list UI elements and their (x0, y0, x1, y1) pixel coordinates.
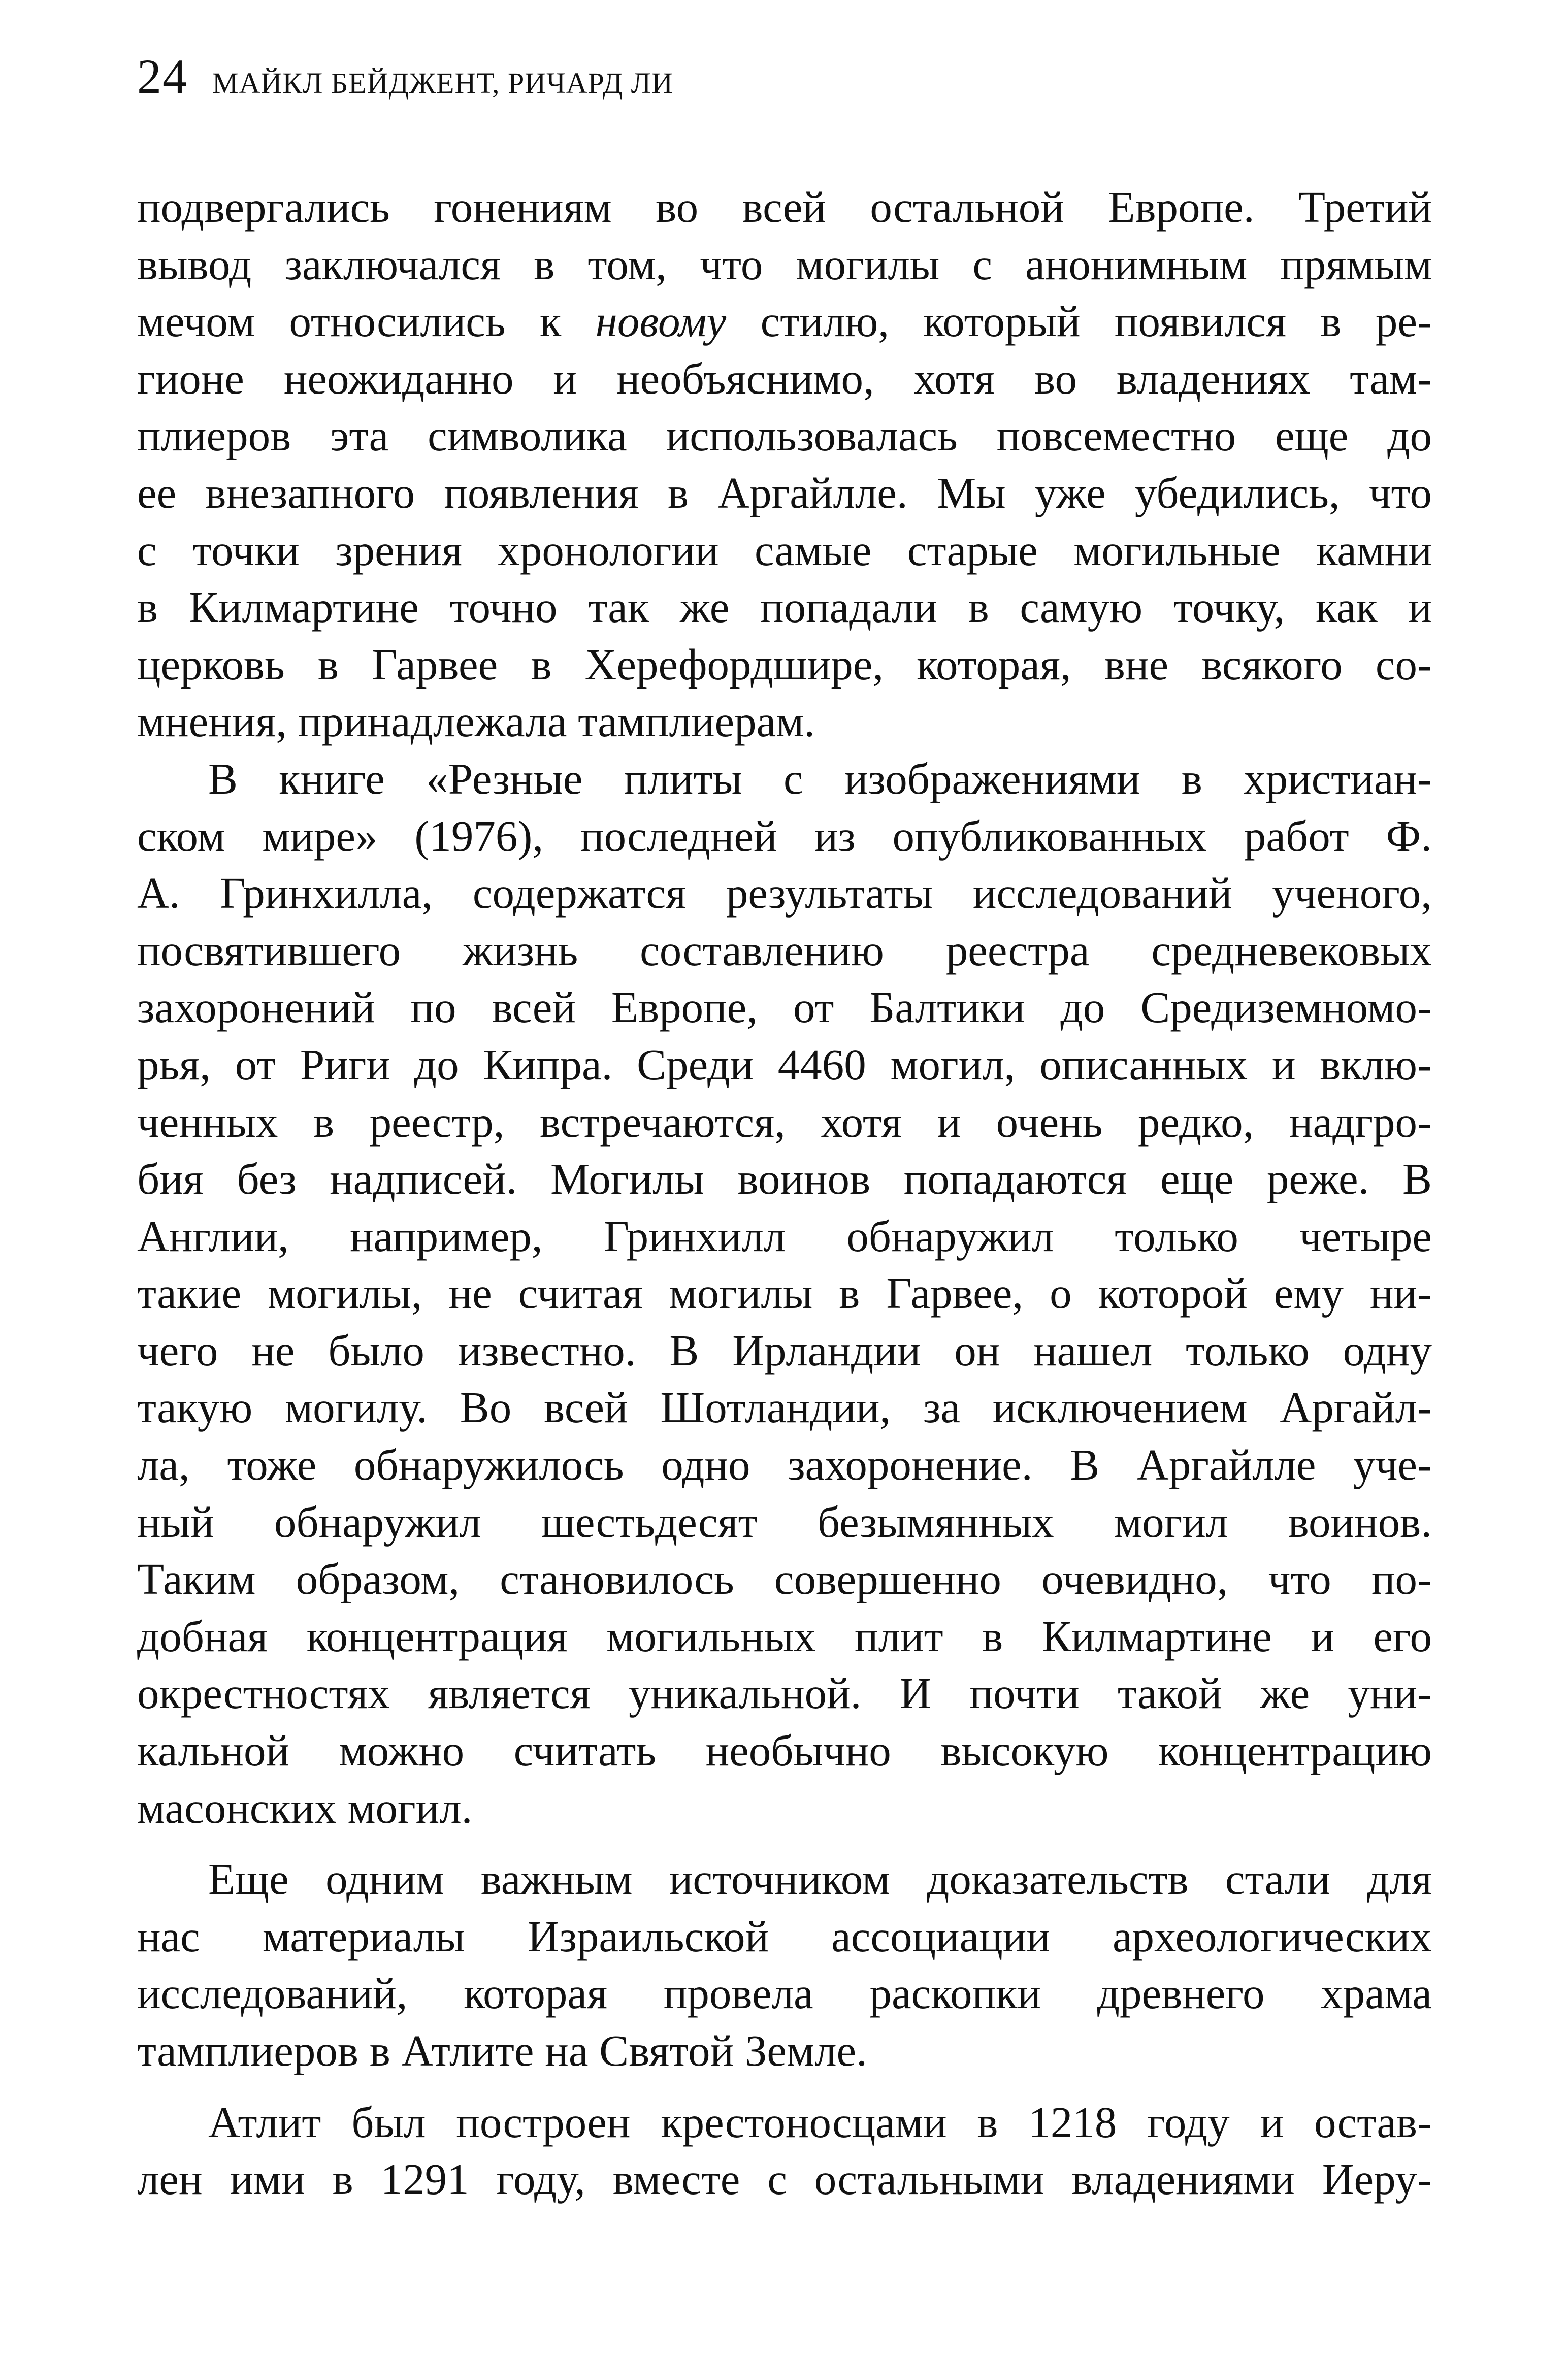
body-text (137, 179, 1432, 2208)
text-run: мечом относились к (137, 297, 596, 346)
text-line: исследований, которая провела раскопки древнего храма (137, 1969, 1432, 2018)
text-line: Еще одним важным источником доказательств стали для (208, 1854, 1432, 1904)
text-line: ском мире» (1976), последней из опубликованных работ Ф. (137, 811, 1432, 861)
text-line: ченных в реестр, встречаются, хотя и очень редко, надгро- (137, 1097, 1432, 1147)
running-title: МАЙКЛ БЕЙДЖЕНТ, РИЧАРД ЛИ (212, 67, 673, 100)
text-line: гионе неожиданно и необъяснимо, хотя во владениях там- (137, 353, 1432, 403)
text-line: ный обнаружил шестьдесят безымянных могил воинов. (137, 1497, 1432, 1547)
text-line: захоронений по всей Европе, от Балтики до Средиземномо- (137, 982, 1432, 1032)
running-head (137, 48, 673, 109)
text-line: кальной можно считать необычно высокую концентрацию (137, 1726, 1432, 1776)
paragraph (137, 1851, 1432, 2079)
text-line: бия без надписей. Могилы воинов попадаются еще реже. В (137, 1154, 1432, 1204)
paragraph-gap (137, 1837, 1432, 1851)
page-number: 24 (137, 49, 188, 104)
text-line: масонских могил. (137, 1783, 473, 1832)
text-line: вывод заключался в том, что могилы с анонимным прямым (137, 239, 1432, 289)
text-line: ее внезапного появления в Аргайлле. Мы уже убедились, что (137, 468, 1432, 517)
text-line: мнения, принадлежала тамплиерам. (137, 697, 815, 746)
text-line: В книге «Резные плиты с изображениями в христиан- (208, 754, 1432, 803)
text-line: добная концентрация могильных плит в Килмартине и его (137, 1611, 1432, 1661)
text-line: чего не было известно. В Ирландии он нашел только одну (137, 1325, 1432, 1375)
text-line: А. Гринхилла, содержатся результаты исследований ученого, (137, 868, 1432, 918)
text-line: церковь в Гарвее в Херефордшире, которая, вне всякого со- (137, 639, 1432, 689)
paragraph-gap (137, 2080, 1432, 2094)
text-line: подвергались гонениям во всей остальной Европе. Третий (137, 182, 1432, 232)
text-line: Таким образом, становилось совершенно очевидно, что по- (137, 1554, 1432, 1604)
text-line: окрестностях является уникальной. И почти такой же уни- (137, 1668, 1432, 1718)
text-line: лен ими в 1291 году, вместе с остальными владениями Иеру- (137, 2154, 1432, 2204)
text-line: рья, от Риги до Кипра. Среди 4460 могил, описанных и вклю- (137, 1039, 1432, 1089)
paragraph (137, 750, 1432, 1837)
text-line: с точки зрения хронологии самые старые могильные камни (137, 525, 1432, 575)
emphasis: новому (595, 297, 727, 346)
text-run: стилю, который появился в ре- (726, 297, 1432, 346)
text-line: тамплиеров в Атлите на Святой Земле. (137, 2026, 867, 2075)
text-line: в Килмартине точно так же попадали в самую точку, как и (137, 582, 1432, 632)
paragraph (137, 179, 1432, 750)
text-line: нас материалы Израильской ассоциации археологических (137, 1911, 1432, 1961)
text-line: такую могилу. Во всей Шотландии, за исключением Аргайл- (137, 1383, 1432, 1432)
text-line: Атлит был построен крестоносцами в 1218 году и остав- (208, 2097, 1432, 2147)
text-line: посвятившего жизнь составлению реестра средневековых (137, 925, 1432, 975)
text-line: такие могилы, не считая могилы в Гарвее, о которой ему ни- (137, 1268, 1432, 1318)
text-line: ла, тоже обнаружилось одно захоронение. В Аргайлле уче- (137, 1440, 1432, 1490)
text-line (137, 293, 1432, 350)
text-line: плиеров эта символика использовалась повсеместно еще до (137, 411, 1432, 461)
paragraph (137, 2094, 1432, 2208)
text-line: Англии, например, Гринхилл обнаружил только четыре (137, 1211, 1432, 1261)
